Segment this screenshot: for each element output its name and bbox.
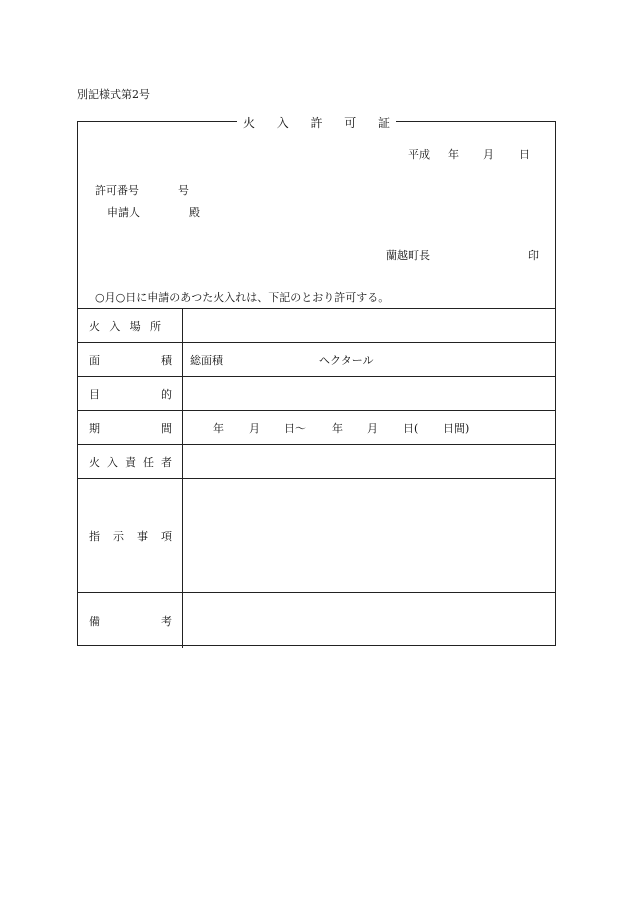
title-char: 許 [310, 115, 323, 130]
permit-statement: ○月○日に申請のあつた火入れは、下記のとおり許可する。 [95, 291, 390, 304]
label-char: 事 [137, 529, 148, 543]
table-row [77, 445, 556, 479]
label-char: 責 [125, 455, 136, 469]
label-char: 示 [113, 529, 124, 543]
row-label [77, 411, 183, 444]
label-char: 火 [89, 455, 100, 469]
label-char: 所 [149, 319, 161, 333]
row-label [77, 309, 183, 342]
label-char: 入 [109, 319, 121, 333]
permit-number-label: 許可番号 [95, 184, 139, 197]
row-label [77, 377, 183, 410]
applicant-label: 申請人 [107, 206, 140, 219]
label-char: 考 [161, 614, 172, 628]
period-start-day: 日〜 [284, 421, 306, 435]
label-char: 火 [89, 319, 100, 333]
table-row [77, 411, 556, 445]
date-era: 平成 [408, 148, 430, 161]
label-char: 的 [161, 387, 172, 401]
label-char: 備 [89, 614, 100, 628]
label-char: 指 [89, 529, 100, 543]
row-label [77, 343, 183, 376]
date-month-unit: 月 [483, 148, 494, 161]
period-field[interactable] [183, 411, 556, 444]
label-char: 面 [89, 353, 100, 367]
issue-date [408, 146, 530, 162]
table-row [77, 377, 556, 411]
label-char: 目 [89, 387, 100, 401]
responsible-person-field[interactable] [183, 445, 556, 478]
permit-details-table [77, 308, 556, 648]
frame-top-left-line [77, 121, 237, 122]
burn-location-field[interactable] [183, 309, 556, 342]
purpose-field[interactable] [183, 377, 556, 410]
title-char: 証 [377, 115, 390, 130]
period-start-month: 月 [249, 421, 260, 435]
row-label [77, 593, 183, 648]
label-char: 者 [161, 455, 172, 469]
permit-number-unit: 号 [178, 184, 189, 197]
area-field[interactable] [183, 343, 556, 376]
remarks-field[interactable] [183, 593, 556, 648]
period-end-month: 月 [367, 421, 378, 435]
table-row [77, 343, 556, 377]
period-start-year: 年 [213, 421, 224, 435]
instructions-field[interactable] [183, 479, 556, 592]
date-day-unit: 日 [519, 148, 530, 161]
document-title [237, 114, 396, 130]
form-id: 別記様式第2号 [77, 88, 150, 101]
label-char: 任 [143, 455, 154, 469]
table-row [77, 479, 556, 593]
area-unit: ヘクタール [319, 353, 374, 367]
label-char: 間 [161, 421, 172, 435]
period-end-day: 日( [403, 421, 419, 435]
date-year-unit: 年 [448, 148, 459, 161]
table-row [77, 309, 556, 343]
applicant-honorific: 殿 [189, 206, 200, 219]
title-char: 可 [344, 115, 357, 130]
period-end-year: 年 [332, 421, 343, 435]
seal-mark: 印 [528, 249, 539, 262]
label-char: 項 [161, 529, 172, 543]
label-char: 場 [129, 319, 141, 333]
period-days: 日間) [443, 421, 470, 435]
issuer-title: 蘭越町長 [386, 249, 430, 262]
title-char: 入 [276, 115, 289, 130]
table-row [77, 593, 556, 648]
label-char: 積 [161, 353, 172, 367]
frame-top-right-line [396, 121, 556, 122]
label-char: 入 [107, 455, 118, 469]
area-total-label: 総面積 [190, 353, 223, 367]
title-char: 火 [243, 115, 256, 130]
label-char: 期 [89, 421, 100, 435]
row-label [77, 445, 183, 478]
row-label [77, 479, 183, 592]
